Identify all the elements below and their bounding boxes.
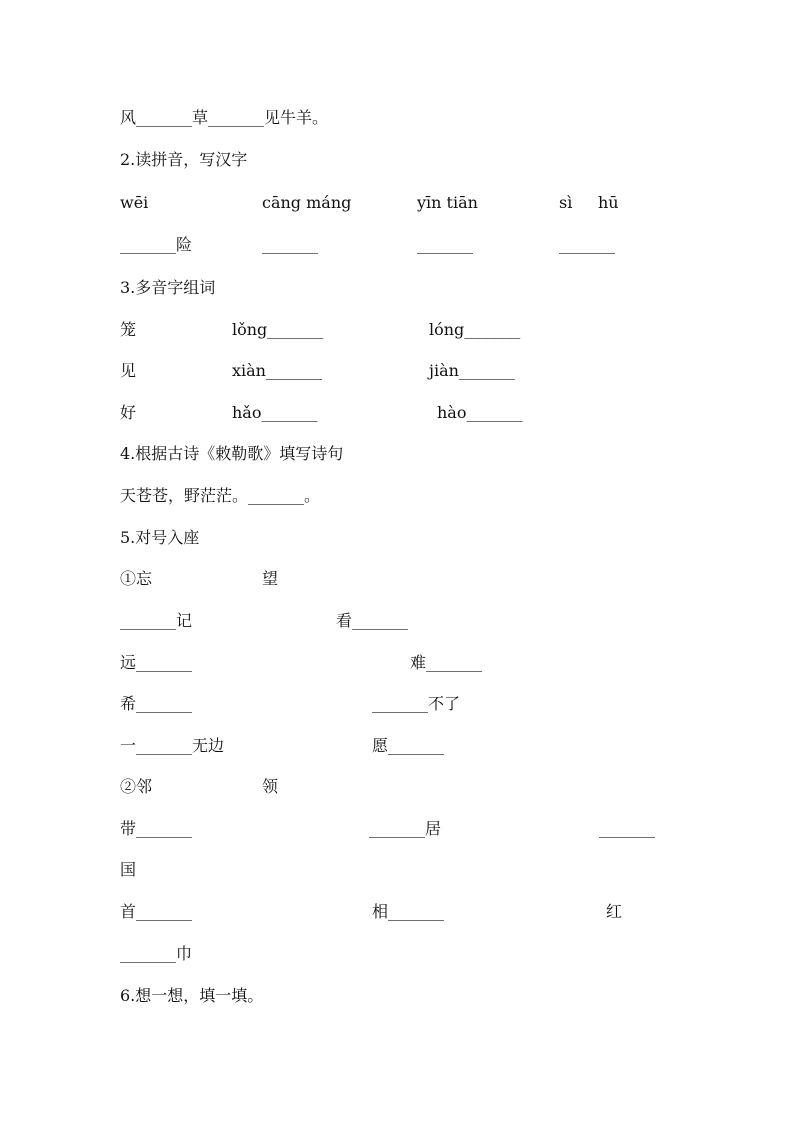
group-1-item-2: 看_______ [336, 611, 409, 630]
polyphone-char-2: 见 [120, 361, 137, 380]
question-6-title: 6.想一想，填一填。 [120, 986, 264, 1005]
group-1-char-a: ①忘 [120, 569, 153, 588]
question-5-title: 5.对号入座 [120, 528, 200, 547]
polyphone-a-1: lǒng_______ [232, 320, 324, 339]
question-2-title: 2.读拼音，写汉字 [120, 150, 248, 169]
group-2-item-3: _______ [599, 819, 655, 838]
polyphone-char-3: 好 [120, 403, 137, 422]
group-2-item-8: _______巾 [120, 944, 193, 963]
polyphone-a-2: xiàn_______ [232, 361, 322, 380]
group-2-item-7: 红 [606, 902, 623, 921]
poem-fill-line: 风_______草_______见牛羊。 [120, 108, 329, 127]
group-1-item-5: 希_______ [120, 694, 193, 713]
polyphone-b-1: lóng_______ [429, 320, 521, 339]
group-1-item-3: 远_______ [120, 653, 193, 672]
answer-blank-3: _______ [417, 235, 473, 254]
pinyin-4b: hū [598, 193, 619, 212]
group-1-item-8: 愿_______ [372, 736, 445, 755]
poem-line: 天苍苍，野茫茫。_______。 [120, 486, 321, 505]
polyphone-a-3: hǎo_______ [232, 403, 318, 422]
group-2-item-1: 带_______ [120, 819, 193, 838]
answer-blank-2: _______ [262, 235, 318, 254]
pinyin-4a: sì [559, 193, 573, 212]
group-2-item-6: 相_______ [372, 902, 445, 921]
polyphone-b-3: hào_______ [437, 403, 523, 422]
group-1-item-6: _______不了 [372, 694, 461, 713]
answer-blank-1: _______险 [120, 235, 193, 254]
group-2-char-a: ②邻 [120, 777, 153, 796]
group-2-item-5: 首_______ [120, 902, 193, 921]
group-1-item-1: _______记 [120, 611, 193, 630]
pinyin-1: wēi [120, 193, 149, 212]
group-2-char-b: 领 [262, 777, 279, 796]
polyphone-b-2: jiàn_______ [429, 361, 515, 380]
group-2-item-2: _______居 [369, 819, 442, 838]
question-4-title: 4.根据古诗《敕勒歌》填写诗句 [120, 444, 344, 463]
question-3-title: 3.多音字组词 [120, 278, 216, 297]
pinyin-2: cāng máng [262, 193, 352, 212]
group-1-char-b: 望 [262, 569, 279, 588]
group-1-item-4: 难_______ [410, 653, 483, 672]
polyphone-char-1: 笼 [120, 320, 137, 339]
pinyin-3: yīn tiān [417, 193, 478, 212]
group-2-item-4: 国 [120, 860, 137, 879]
group-1-item-7: 一_______无边 [120, 736, 225, 755]
answer-blank-4: _______ [559, 235, 615, 254]
